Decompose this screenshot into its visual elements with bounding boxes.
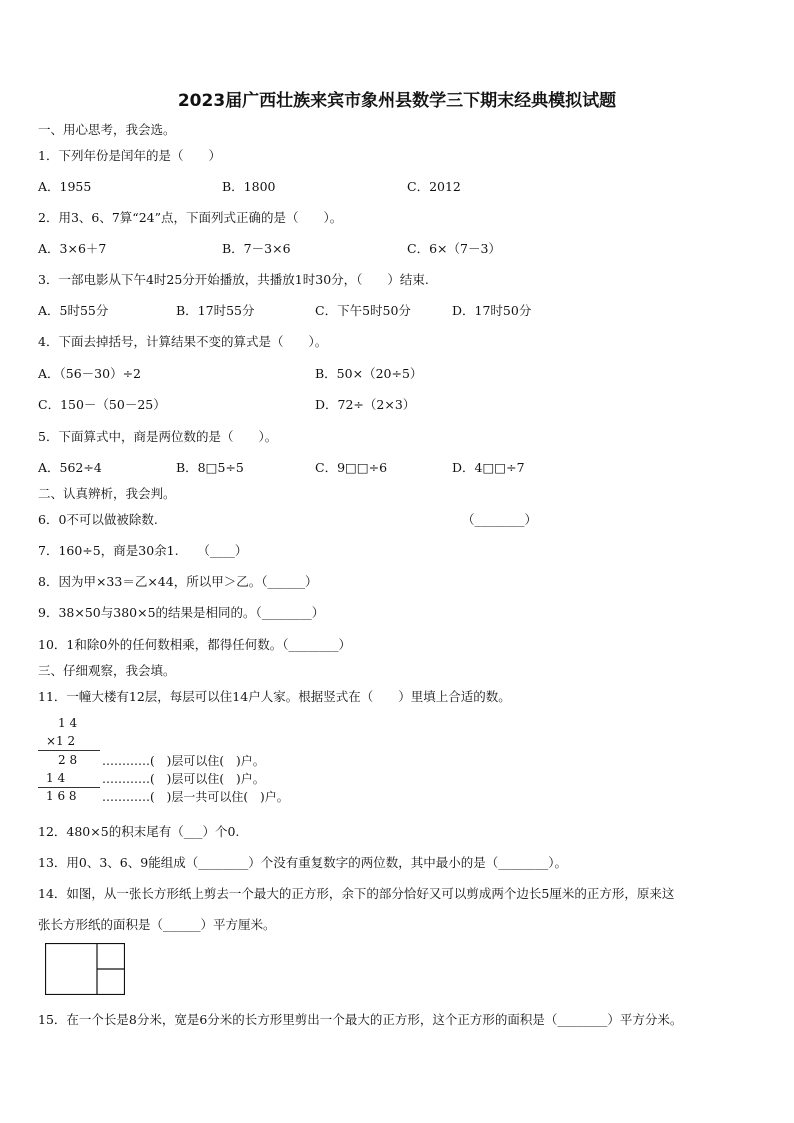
q4-option-d: D．72÷（2×3）: [315, 397, 416, 412]
q5-option-a: A．562÷4: [38, 460, 102, 475]
q2-option-c: C．6×（7－3）: [407, 241, 501, 256]
section-heading-2: 二、认真辨析，我会判。: [38, 486, 176, 501]
question-7: 7．160÷5，商是30余1. （____）: [38, 543, 248, 558]
q4-option-b: B．50×（20÷5）: [315, 366, 423, 381]
question-6: 6．0不可以做被除数.: [38, 512, 158, 527]
q2-option-a: A．3×6＋7: [38, 241, 107, 256]
section-heading-3: 三、仔细观察，我会填。: [38, 663, 176, 678]
q1-option-c: C．2012: [407, 179, 461, 194]
vm-row-multiplier: ×1 2: [46, 734, 76, 748]
question-14-line-2: 张长方形纸的面积是（______）平方厘米。: [38, 917, 276, 932]
vm-note-2: …………( )层可以住( )户。: [102, 772, 265, 786]
question-11: 11．一幢大楼有12层，每层可以住14户人家。根据竖式在（ ）里填上合适的数。: [38, 689, 511, 704]
question-14-line-1: 14．如图，从一张长方形纸上剪去一个最大的正方形，余下的部分恰好又可以剪成两个边长5厘米的正方形，原来这: [38, 886, 675, 901]
question-13: 13．用0、3、6、9能组成（________）个没有重复数字的两位数，其中最小的是（________）。: [38, 855, 567, 870]
vm-divider-line: [38, 787, 100, 788]
vm-row-partial-2: 1 4: [46, 771, 66, 785]
q5-option-b: B．8□5÷5: [176, 460, 244, 475]
page-title: 2023届广西壮族来宾市象州县数学三下期末经典模拟试题: [177, 91, 617, 111]
q3-option-b: B．17时55分: [176, 303, 255, 318]
q4-option-a: A．（56－30）÷2: [38, 366, 142, 381]
q5-option-d: D．4□□÷7: [452, 460, 525, 475]
vm-divider-line: [38, 750, 100, 751]
q3-option-c: C．下午5时50分: [315, 303, 411, 318]
q3-option-a: A．5时55分: [38, 303, 109, 318]
vertical-multiplication: [38, 716, 338, 806]
vm-note-1: …………( )层可以住( )户。: [102, 754, 265, 768]
q6-answer-blank[interactable]: （________）: [462, 512, 538, 527]
section-heading-1: 一、用心思考，我会选。: [38, 122, 176, 137]
question-3: 3．一部电影从下午4时25分开始播放，共播放1时30分，（ ）结束.: [38, 272, 429, 287]
question-10: 10．1和除0外的任何数相乘，都得任何数。（________）: [38, 637, 352, 652]
q3-option-d: D．17时50分: [452, 303, 532, 318]
q1-option-b: B．1800: [222, 179, 276, 194]
question-5: 5．下面算式中，商是两位数的是（ ）。: [38, 429, 278, 444]
question-8: 8．因为甲×33＝乙×44，所以甲＞乙。（______）: [38, 574, 318, 589]
q4-option-c: C．150－（50－25）: [38, 397, 166, 412]
question-15: 15．在一个长是8分米，宽是6分米的长方形里剪出一个最大的正方形，这个正方形的面积是（________）平方分米。: [38, 1012, 683, 1027]
question-12: 12．480×5的积末尾有（___）个0.: [38, 824, 240, 839]
vm-row-product: 1 6 8: [46, 789, 77, 803]
question-2: 2．用3、6、7算“24”点，下面列式正确的是（ ）。: [38, 210, 343, 225]
rectangle-diagram: [45, 943, 125, 995]
vm-note-3: …………( )层一共可以住( )户。: [102, 790, 289, 804]
q1-option-a: A．1955: [38, 179, 92, 194]
question-9: 9．38×50与380×5的结果是相同的。（________）: [38, 605, 325, 620]
vm-row-partial-1: 2 8: [58, 753, 78, 767]
question-4: 4．下面去掉括号，计算结果不变的算式是（ ）。: [38, 334, 328, 349]
q5-option-c: C．9□□÷6: [315, 460, 388, 475]
vm-row-multiplicand: 1 4: [58, 716, 78, 730]
q2-option-b: B．7－3×6: [222, 241, 291, 256]
question-1: 1．下列年份是闰年的是（ ）: [38, 148, 221, 163]
